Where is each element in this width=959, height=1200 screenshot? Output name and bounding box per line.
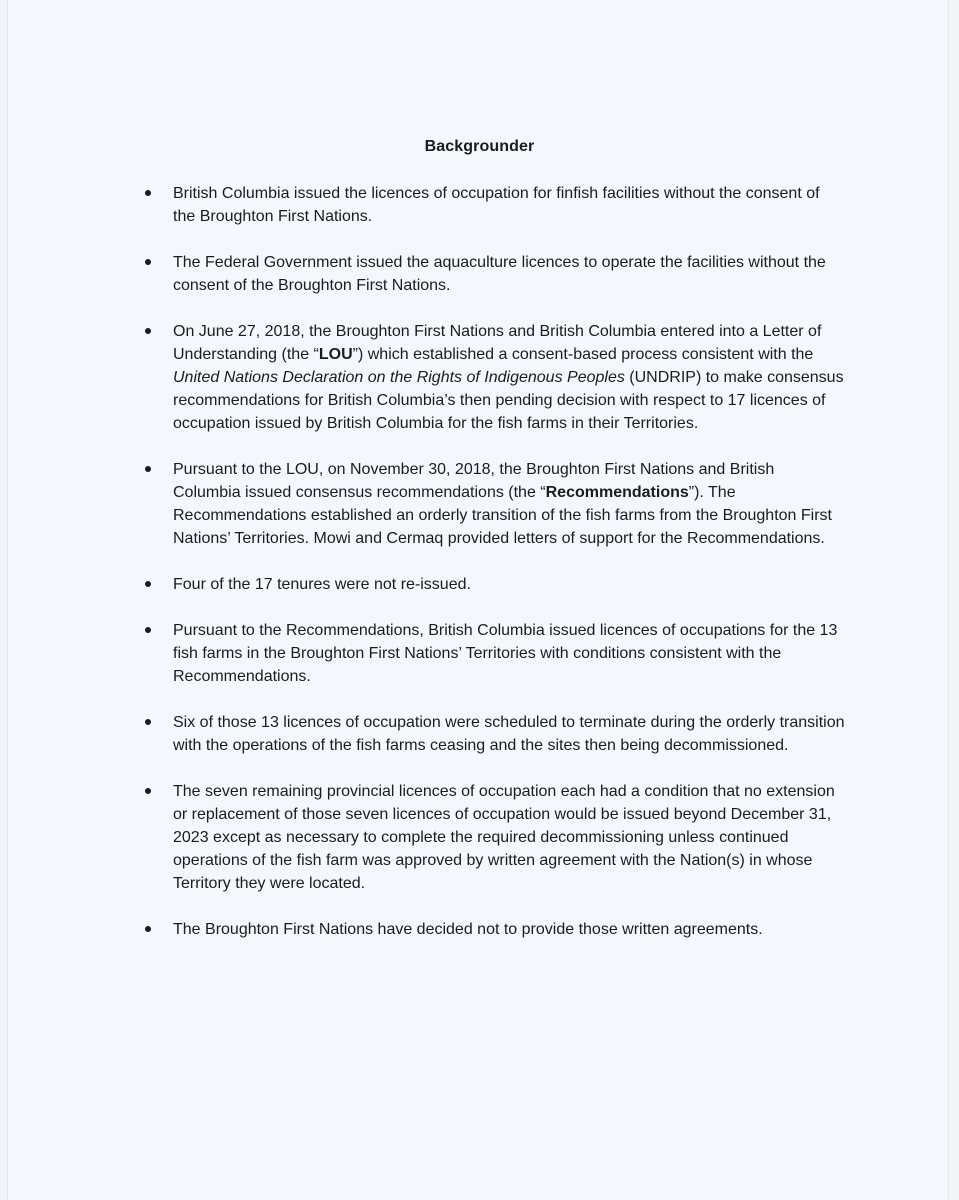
bullet-text xyxy=(173,918,845,941)
bullet-text xyxy=(173,182,845,228)
bullet-text xyxy=(173,320,845,435)
bullet-text-segment: ”). The Recommendations established an orderly transition of the fish farms from the Broughton First Nations’ Territories. Mowi and Cermaq provided letters of support for the Recommendations. xyxy=(173,484,832,547)
bullet-text-segment: Four of the 17 tenures were not re-issued. xyxy=(173,576,471,593)
bullet-text-segment: The seven remaining provincial licences of occupation each had a condition that no extension or replacement of those seven licences of occupation would be issued beyond December 31, 2023 except as necessary to complete the required decommissioning unless continued operations of the fish farm was approved by written agreement with the Nation(s) in whose Territory they were located. xyxy=(173,783,835,892)
document-title: Backgrounder xyxy=(424,138,535,155)
bullet-item xyxy=(145,320,845,435)
bullet-list xyxy=(145,182,845,964)
bullet-text xyxy=(173,251,845,297)
bullet-italic-text: United Nations Declaration on the Rights of Indigenous Peoples xyxy=(173,369,625,386)
bullet-item xyxy=(145,619,845,688)
bullet-item xyxy=(145,251,845,297)
bullet-text-segment: The Broughton First Nations have decided not to provide those written agreements. xyxy=(173,921,763,938)
bullet-item xyxy=(145,780,845,895)
bullet-bold-text: Recommendations xyxy=(545,484,689,501)
bullet-dot-icon xyxy=(145,259,151,265)
bullet-text xyxy=(173,573,845,596)
bullet-dot-icon xyxy=(145,627,151,633)
bullet-text xyxy=(173,619,845,688)
bullet-dot-icon xyxy=(145,719,151,725)
bullet-dot-icon xyxy=(145,788,151,794)
bullet-text-segment: Pursuant to the Recommendations, British Columbia issued licences of occupations for the 13 fish farms in the Broughton First Nations’ Territories with conditions consistent with the Recommendations. xyxy=(173,622,838,685)
bullet-bold-text: LOU xyxy=(318,346,353,363)
bullet-item xyxy=(145,918,845,941)
bullet-text-segment: Six of those 13 licences of occupation were scheduled to terminate during the orderly transition with the operations of the fish farms ceasing and the sites then being decommissioned. xyxy=(173,714,845,754)
bullet-text-segment: (UNDRIP) to make consensus recommendations for British Columbia’s then pending decision with respect to 17 licences of occupation issued by British Columbia for the fish farms in their Territories. xyxy=(173,369,844,432)
bullet-text xyxy=(173,458,845,550)
bullet-text xyxy=(173,780,845,895)
bullet-text-segment: ”) which established a consent-based process consistent with the xyxy=(352,346,814,363)
bullet-text-segment: On June 27, 2018, the Broughton First Nations and British Columbia entered into a Letter of Understanding (the “ xyxy=(173,323,822,363)
bullet-item xyxy=(145,711,845,757)
bullet-text xyxy=(173,711,845,757)
bullet-dot-icon xyxy=(145,926,151,932)
bullet-dot-icon xyxy=(145,466,151,472)
bullet-text-segment: British Columbia issued the licences of occupation for finfish facilities without the consent of the Broughton First Nations. xyxy=(173,185,820,225)
bullet-text-segment: Pursuant to the LOU, on November 30, 2018, the Broughton First Nations and British Columbia issued consensus recommendations (the “ xyxy=(173,461,775,501)
bullet-item xyxy=(145,458,845,550)
bullet-dot-icon xyxy=(145,581,151,587)
bullet-text-segment: The Federal Government issued the aquaculture licences to operate the facilities without the consent of the Broughton First Nations. xyxy=(173,254,826,294)
bullet-item xyxy=(145,182,845,228)
bullet-dot-icon xyxy=(145,190,151,196)
bullet-item xyxy=(145,573,845,596)
bullet-dot-icon xyxy=(145,328,151,334)
